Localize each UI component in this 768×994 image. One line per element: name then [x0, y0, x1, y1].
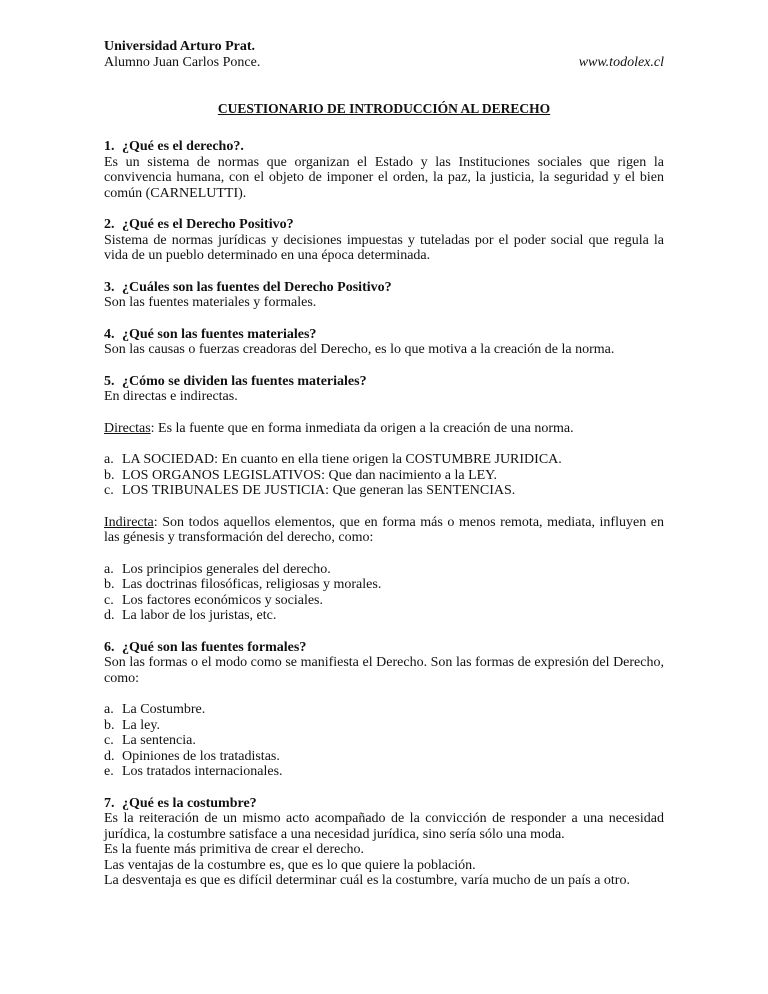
question-2-answer: Sistema de normas jurídicas y decisiones impuestas y tuteladas por el poder social que regula la vida de un pueblo determinado en una época determinada.	[104, 232, 664, 263]
list-item	[104, 702, 664, 718]
indirect-sources-text	[104, 515, 664, 546]
list-item	[104, 718, 664, 734]
list-item-marker: a.	[104, 702, 114, 717]
list-item-text: LOS ORGANOS LEGISLATIVOS: Que dan nacimiento a la LEY.	[122, 467, 497, 483]
list-item-text: LA SOCIEDAD: En cuanto en ella tiene origen la COSTUMBRE JURIDICA.	[122, 452, 562, 467]
list-item-marker: d.	[104, 608, 115, 623]
list-item-marker: b.	[104, 577, 115, 592]
question-3-number: 3.	[104, 279, 115, 295]
list-item-marker: b.	[104, 467, 115, 483]
question-7-answer-line: Las ventajas de la costumbre es, que es lo que quiere la población.	[104, 857, 476, 873]
header-website: www.todolex.cl	[578, 54, 664, 70]
list-item-text: LOS TRIBUNALES DE JUSTICIA: Que generan las SENTENCIAS.	[122, 483, 516, 498]
list-item	[104, 577, 664, 593]
question-7-answer-line: La desventaja es que es difícil determinar cuál es la costumbre, varía mucho de un país a otro.	[104, 873, 630, 888]
question-1-text: ¿Qué es el derecho?.	[122, 139, 244, 154]
list-item	[104, 452, 664, 468]
list-item-marker: c.	[104, 592, 114, 608]
list-item	[104, 608, 664, 624]
list-item-text: La ley.	[122, 717, 160, 733]
question-7-answer-line: Es la reiteración de un mismo acto acompañado de la convicción de responder a una necesidad jurídica, la costumbre satisface a una necesidad jurídica, sino sería sólo una moda.	[104, 811, 664, 842]
list-item	[104, 749, 664, 765]
question-7-number: 7.	[104, 795, 115, 811]
direct-sources-list	[104, 452, 664, 499]
question-3-block	[104, 280, 664, 311]
question-2-text: ¿Qué es el Derecho Positivo?	[122, 217, 294, 232]
question-7-block	[104, 796, 664, 889]
list-item	[104, 593, 664, 609]
header-university: Universidad Arturo Prat.	[104, 39, 256, 54]
document-header	[104, 39, 664, 70]
list-item-marker: e.	[104, 764, 114, 779]
question-4-heading	[104, 327, 664, 343]
question-5-text: ¿Cómo se dividen las fuentes materiales?	[122, 373, 367, 389]
list-item-marker: c.	[104, 483, 114, 498]
question-1-heading	[104, 139, 664, 155]
question-6-answer: Son las formas o el modo como se manifiesta el Derecho. Son las formas de expresión del Derecho, como:	[104, 655, 664, 686]
list-item	[104, 562, 664, 578]
list-item-marker: a.	[104, 561, 114, 577]
list-item-text: La sentencia.	[122, 733, 196, 748]
document-title: CUESTIONARIO DE INTRODUCCIÓN AL DERECHO	[217, 101, 551, 116]
question-4-text: ¿Qué son las fuentes materiales?	[122, 326, 317, 342]
list-item-text: La labor de los juristas, etc.	[122, 608, 277, 623]
list-item	[104, 468, 664, 484]
question-4-number: 4.	[104, 326, 115, 342]
list-item	[104, 483, 664, 499]
question-1-answer: Es un sistema de normas que organizan el Estado y las Instituciones sociales que rigen la convivencia humana, con el objeto de imponer el orden, la paz, la justicia, la seguridad y el bien común (CARNELUTTI).	[104, 154, 664, 201]
question-5-block	[104, 374, 664, 405]
question-4-answer: Son las causas o fuerzas creadoras del Derecho, es lo que motiva a la creación de la norma.	[104, 342, 615, 357]
question-5-answer: En directas e indirectas.	[104, 389, 238, 404]
question-6-heading	[104, 640, 664, 656]
indirect-sources-label: Indirecta	[104, 514, 154, 530]
direct-sources-rest: : Es la fuente que en forma inmediata da origen a la creación de una norma.	[150, 420, 574, 436]
list-item-marker: a.	[104, 452, 114, 467]
question-6-block	[104, 640, 664, 687]
list-item-marker: c.	[104, 733, 114, 748]
question-5-number: 5.	[104, 373, 115, 389]
indirect-sources-paragraph	[104, 515, 664, 546]
question-2-number: 2.	[104, 217, 115, 232]
question-4-block	[104, 327, 664, 358]
list-item-text: Los tratados internacionales.	[122, 764, 283, 779]
list-item-text: Los factores económicos y sociales.	[122, 592, 323, 608]
list-item	[104, 764, 664, 780]
question-3-answer: Son las fuentes materiales y formales.	[104, 295, 317, 310]
question-7-text: ¿Qué es la costumbre?	[122, 795, 257, 811]
question-3-heading	[104, 280, 664, 296]
header-student: Alumno Juan Carlos Ponce.	[104, 54, 261, 70]
list-item-text: Opiniones de los tratadistas.	[122, 748, 280, 764]
list-item-marker: b.	[104, 717, 115, 733]
indirect-sources-rest: : Son todos aquellos elementos, que en forma más o menos remota, mediata, influyen en las génesis y transformación del derecho, como:	[104, 514, 664, 545]
direct-sources-paragraph	[104, 421, 664, 437]
indirect-sources-list	[104, 562, 664, 624]
question-6-text: ¿Qué son las fuentes formales?	[122, 639, 307, 655]
question-7-heading	[104, 796, 664, 812]
direct-sources-label: Directas	[104, 420, 151, 436]
list-item-text: La Costumbre.	[122, 702, 206, 717]
question-1-number: 1.	[104, 139, 115, 154]
question-1-block	[104, 139, 664, 201]
question-3-text: ¿Cuáles son las fuentes del Derecho Positivo?	[122, 279, 392, 295]
direct-sources-text	[104, 421, 664, 437]
formal-sources-list	[104, 702, 664, 780]
list-item-text: Las doctrinas filosóficas, religiosas y morales.	[122, 577, 382, 592]
list-item	[104, 733, 664, 749]
question-7-answer-line: Es la fuente más primitiva de crear el derecho.	[104, 842, 365, 857]
question-2-block	[104, 217, 664, 264]
list-item-marker: d.	[104, 748, 115, 764]
list-item-text: Los principios generales del derecho.	[122, 561, 331, 577]
question-6-number: 6.	[104, 639, 115, 655]
question-2-heading	[104, 217, 664, 233]
question-5-heading	[104, 374, 664, 390]
